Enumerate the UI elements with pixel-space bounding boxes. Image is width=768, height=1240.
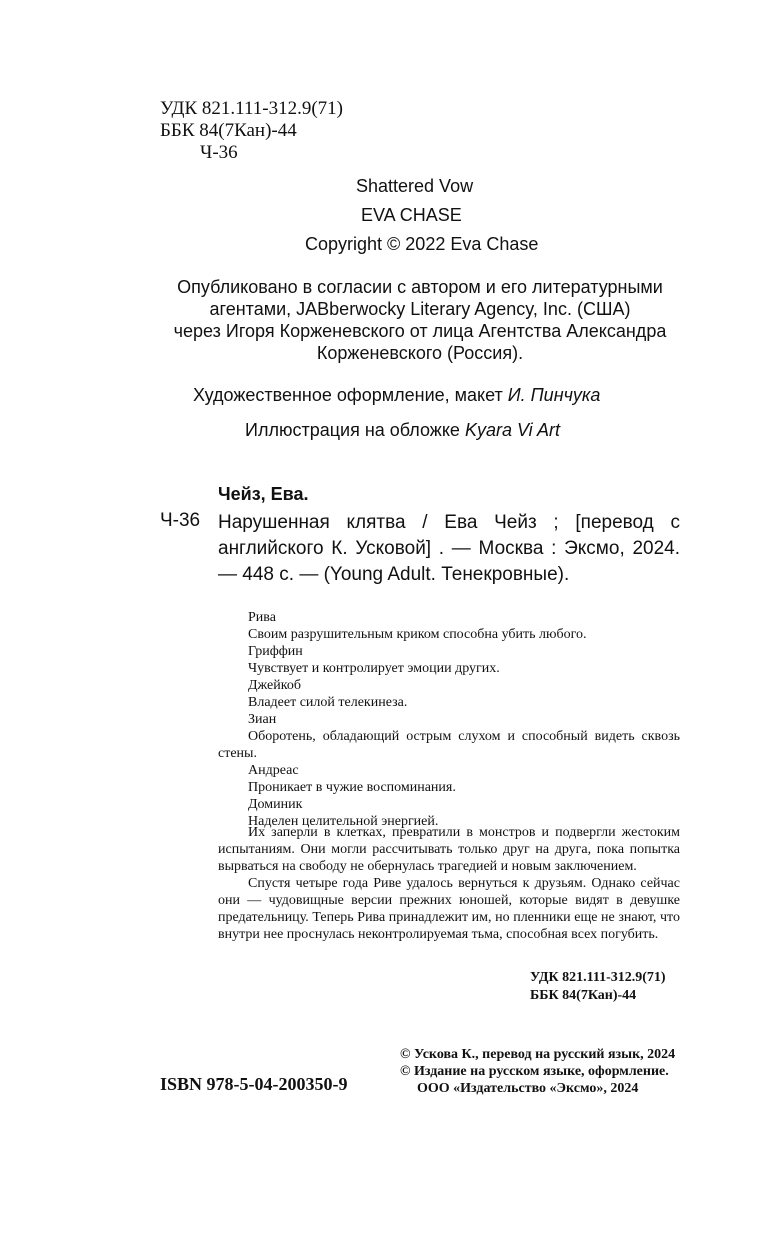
- character-name: Рива: [248, 610, 276, 625]
- design-credit: [193, 385, 600, 406]
- character-desc: Наделен целительной энергией.: [248, 814, 439, 829]
- copyright-line: © Ускова К., перевод на русский язык, 2024: [400, 1047, 676, 1062]
- annotation-paragraph: Спустя четыре года Риве удалось вернуться к друзьям. Однако сейчас они — чудовищные версии прежних юношей, которые видят в девушке предательницу. Теперь Рива принадлежит им, но пленники еще не знают, что внутри нее проснулась неконтролируемая тьма, способная всех погубить.: [218, 876, 680, 942]
- character-desc: Проникает в чужие воспоминания.: [248, 780, 456, 795]
- character-name: Доминик: [248, 797, 303, 812]
- original-author: EVA CHASE: [361, 205, 462, 225]
- publication-line: через Игоря Корженевского от лица Агентства Александра: [173, 321, 667, 341]
- bottom-bbk: ББК 84(7Кан)-44: [530, 988, 637, 1003]
- design-name: И. Пинчука: [507, 385, 601, 405]
- character-name: Джейкоб: [248, 678, 301, 693]
- publication-line: Корженевского (Россия).: [316, 343, 524, 363]
- publication-notice: [150, 276, 690, 364]
- record-code: Ч-36: [160, 510, 201, 531]
- cover-label: Иллюстрация на обложке: [245, 420, 465, 440]
- character-desc: Владеет силой телекинеза.: [248, 695, 408, 710]
- annotation: [218, 824, 680, 943]
- publication-line: Опубликовано в согласии с автором и его литературными: [177, 277, 663, 297]
- isbn: ISBN 978-5-04-200350-9: [160, 1074, 348, 1094]
- bottom-udk: УДК 821.111-312.9(71): [530, 970, 666, 985]
- original-title: Shattered Vow: [356, 176, 474, 196]
- cover-credit: [245, 420, 560, 441]
- copyright-block: [400, 1046, 700, 1097]
- character-name: Зиан: [248, 712, 277, 727]
- copyright-line: ООО «Издательство «Эксмо», 2024: [417, 1081, 639, 1096]
- design-label: Художественное оформление, макет: [193, 385, 508, 405]
- character-name: Гриффин: [248, 644, 303, 659]
- copyright-line: © Издание на русском языке, оформление.: [400, 1064, 669, 1079]
- record-author: Чейз, Ева.: [218, 484, 309, 504]
- bottom-codes: [530, 969, 680, 1005]
- udk-code: УДК 821.111-312.9(71): [160, 98, 343, 119]
- author-mark: Ч-36: [200, 142, 238, 163]
- publication-line: агентами, JABberwocky Literary Agency, Inc. (США): [209, 299, 631, 319]
- character-list: [218, 609, 680, 830]
- character-desc: Своим разрушительным криком способна убить любого.: [248, 627, 587, 642]
- character-name: Андреас: [248, 763, 299, 778]
- record-description: Нарушенная клятва / Ева Чейз ; [перевод с английского К. Усковой] . — Москва : Эксмо, 2024. — 448 с. — (Young Adult. Тенекровные).: [218, 512, 680, 585]
- cover-name: Kyara Vi Art: [464, 420, 560, 440]
- character-desc: Оборотень, обладающий острым слухом и способный видеть сквозь стены.: [218, 729, 680, 761]
- original-copyright: Copyright © 2022 Eva Chase: [305, 234, 539, 254]
- character-desc: Чувствует и контролирует эмоции других.: [248, 661, 500, 676]
- bbk-code: ББК 84(7Кан)-44: [160, 120, 297, 141]
- annotation-paragraph: Их заперли в клетках, превратили в монстров и подвергли жестоким испытаниям. Они могли рассчитывать только друг на друга, пока попытка вырваться на свободу не обернулась трагедией и новым заключением.: [218, 825, 680, 874]
